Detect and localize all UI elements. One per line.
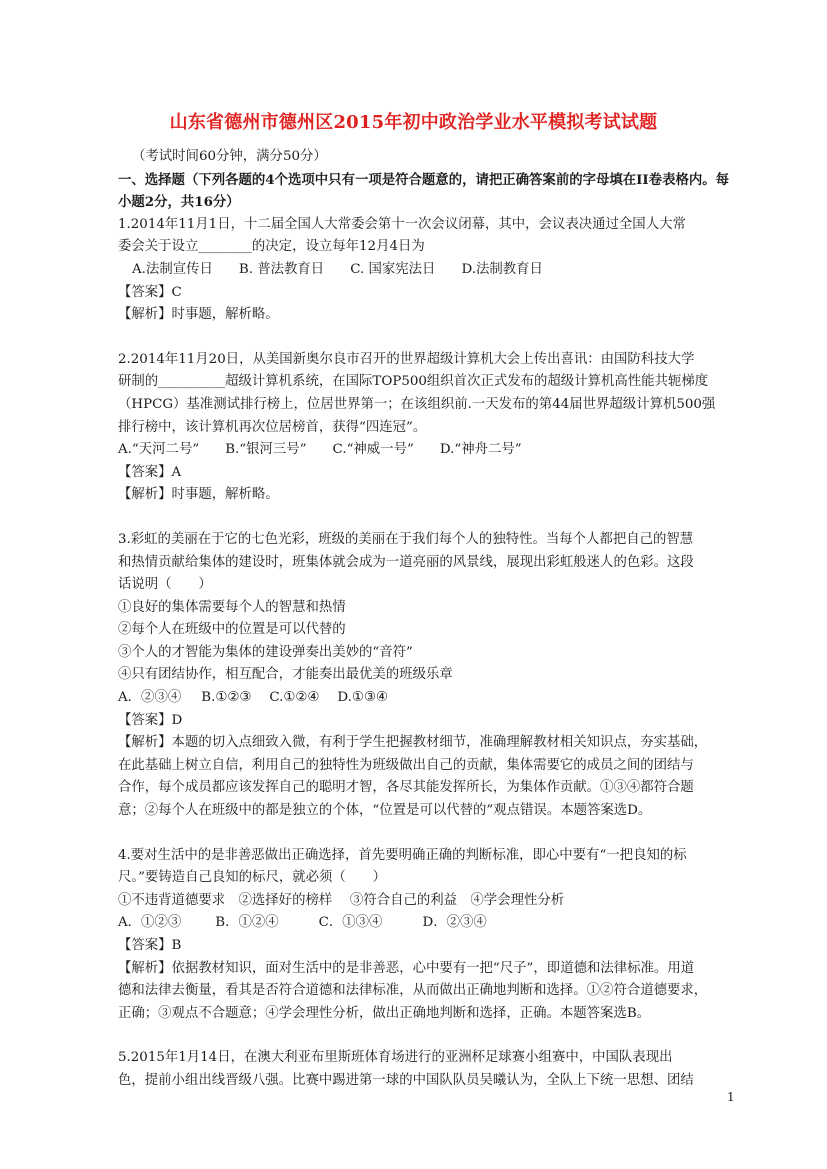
q4-items: ①不违背道德要求 ②选择好的榜样 ③符合自己的利益 ④学会理性分析: [118, 892, 565, 908]
q3-options: [118, 687, 733, 710]
q3-line2: 和热情贡献给集体的建设时，班集体就会成为一道亮丽的风景线，展现出彩虹般迷人的色彩。这段: [118, 554, 694, 570]
q2-option-d: D.“神舟二号”: [439, 442, 522, 458]
q1-analysis: 【解析】时事题，解析略。: [118, 307, 279, 323]
q4-analysis-line3: 正确；③观点不合题意；④学会理性分析，做出正确地判断和选择，正确。本题答案选B。: [118, 1005, 651, 1021]
q3-option-d: D.①③④: [337, 690, 388, 706]
q1-options: [118, 259, 733, 282]
q2-line2: 研制的__________超级计算机系统，在国际TOP500组织首次正式发布的超级计算机高性能共轭梯度: [118, 374, 709, 390]
q2-line3: （HPCG）基准测试排行榜上，位居世界第一；在该组织前.一天发布的第44届世界超级计算机500强: [118, 396, 716, 412]
q1-stem-line2: 委会关于设立________的决定，设立每年12月4日为: [118, 239, 425, 255]
q1-stem-line1: 1.2014年11月1日，十二届全国人大常委会第十一次会议闭幕，其中，会议表决通过全国人大常: [118, 216, 686, 232]
q2-option-c: C.“神威一号”: [332, 442, 414, 458]
q1-option-b: B. 普法教育日: [238, 261, 325, 277]
q3-analysis-line2: 在此基础上树立自信，利用自己的独特性为班级做出自己的贡献，集体需要它的成员之间的团结与: [118, 757, 694, 773]
q2-answer: 【答案】A: [118, 464, 182, 480]
q3-analysis-line1: 【解析】本题的切入点细致入微，有利于学生把握教材细节，准确理解教材相关知识点，夯实基础，: [118, 735, 708, 751]
q1-option-a: A.法制宣传日: [132, 261, 213, 277]
exam-info: （考试时间60分钟，满分50分）: [132, 149, 327, 164]
q2-option-a: A.“天河二号”: [118, 442, 200, 458]
page-number: 1: [727, 1090, 735, 1104]
q3-option-a: A．②③④: [118, 690, 182, 706]
q3-item-4: ④只有团结协作，相互配合，才能奏出最优美的班级乐章: [118, 667, 453, 683]
q3-option-b: B.①②③: [201, 690, 252, 706]
q3-analysis-line3: 合作，每个成员都应该发挥自己的聪明才智，各尽其能发挥所长，为集体作贡献。①③④都符合题: [118, 780, 694, 796]
q4-line2: 尺。”要铸造自己良知的标尺，就必须（ ）: [118, 870, 386, 886]
q4-analysis-line2: 德和法律去衡量，看其是否符合道德和法律标准，从而做出正确地判断和选择。①②符合道德要求，: [118, 983, 708, 999]
q3-line1: 3.彩虹的美丽在于它的七色光彩，班级的美丽在于我们每个人的独特性。当每个人都把自己的智慧: [118, 531, 694, 547]
q4-option-a: A．①②③: [118, 915, 182, 931]
q5-line1: 5.2015年1月14日，在澳大利亚布里斯班体育场进行的亚洲杯足球赛小组赛中，中国队表现出: [118, 1050, 673, 1066]
q2-options: [118, 439, 733, 462]
q3-item-1: ①良好的集体需要每个人的智慧和热情: [118, 599, 346, 615]
q4-analysis-line1: 【解析】依据教材知识，面对生活中的是非善恶，心中要有一把“尺子”，即道德和法律标准。用道: [118, 960, 695, 976]
q1-option-d: D.法制教育日: [461, 261, 543, 277]
q4-option-b: B．①②④: [215, 915, 279, 931]
q5-line2: 色，提前小组出线晋级八强。比赛中踢进第一球的中国队队员吴曦认为，全队上下统一思想、团结: [118, 1072, 694, 1088]
q2-analysis: 【解析】时事题，解析略。: [118, 487, 279, 503]
q3-item-3: ③个人的才智能为集体的建设弹奏出美妙的“音符”: [118, 644, 413, 660]
q4-options: [118, 912, 733, 935]
q2-line4: 排行榜中，该计算机再次位居榜首，获得“四连冠”。: [118, 419, 427, 435]
q3-analysis-line4: 意；②每个人在班级中的都是独立的个体，“位置是可以代替的”观点错误。本题答案选D。: [118, 803, 652, 819]
q3-option-c: C.①②④: [269, 690, 320, 706]
document-body: [118, 146, 733, 1093]
q4-line1: 4.要对生活中的是非善恶做出正确选择，首先要明确正确的判断标准，即心中要有“一把良知的标: [118, 847, 687, 863]
section-heading: 一、选择题（下列各题的4个选项中只有一项是符合题意的，请把正确答案前的字母填在II卷表格内。每小题2分，共16分）: [118, 171, 730, 211]
q4-answer: 【答案】B: [118, 938, 182, 953]
q2-option-b: B.“银河三号”: [225, 442, 307, 458]
q4-option-c: C．①③④: [318, 915, 383, 931]
q1-option-c: C. 国家宪法日: [350, 261, 436, 277]
page-title: 山东省德州市德州区2015年初中政治学业水平模拟考试试题: [169, 112, 658, 133]
q3-line3: 话说明（ ）: [118, 577, 212, 593]
q3-answer: 【答案】D: [118, 712, 183, 728]
q1-answer: 【答案】C: [118, 284, 182, 300]
q4-option-d: D．②③④: [422, 915, 487, 931]
q3-item-2: ②每个人在班级中的位置是可以代替的: [118, 622, 346, 638]
q2-line1: 2.2014年11月20日，从美国新奥尔良市召开的世界超级计算机大会上传出喜讯：由国防科技大学: [118, 351, 695, 367]
